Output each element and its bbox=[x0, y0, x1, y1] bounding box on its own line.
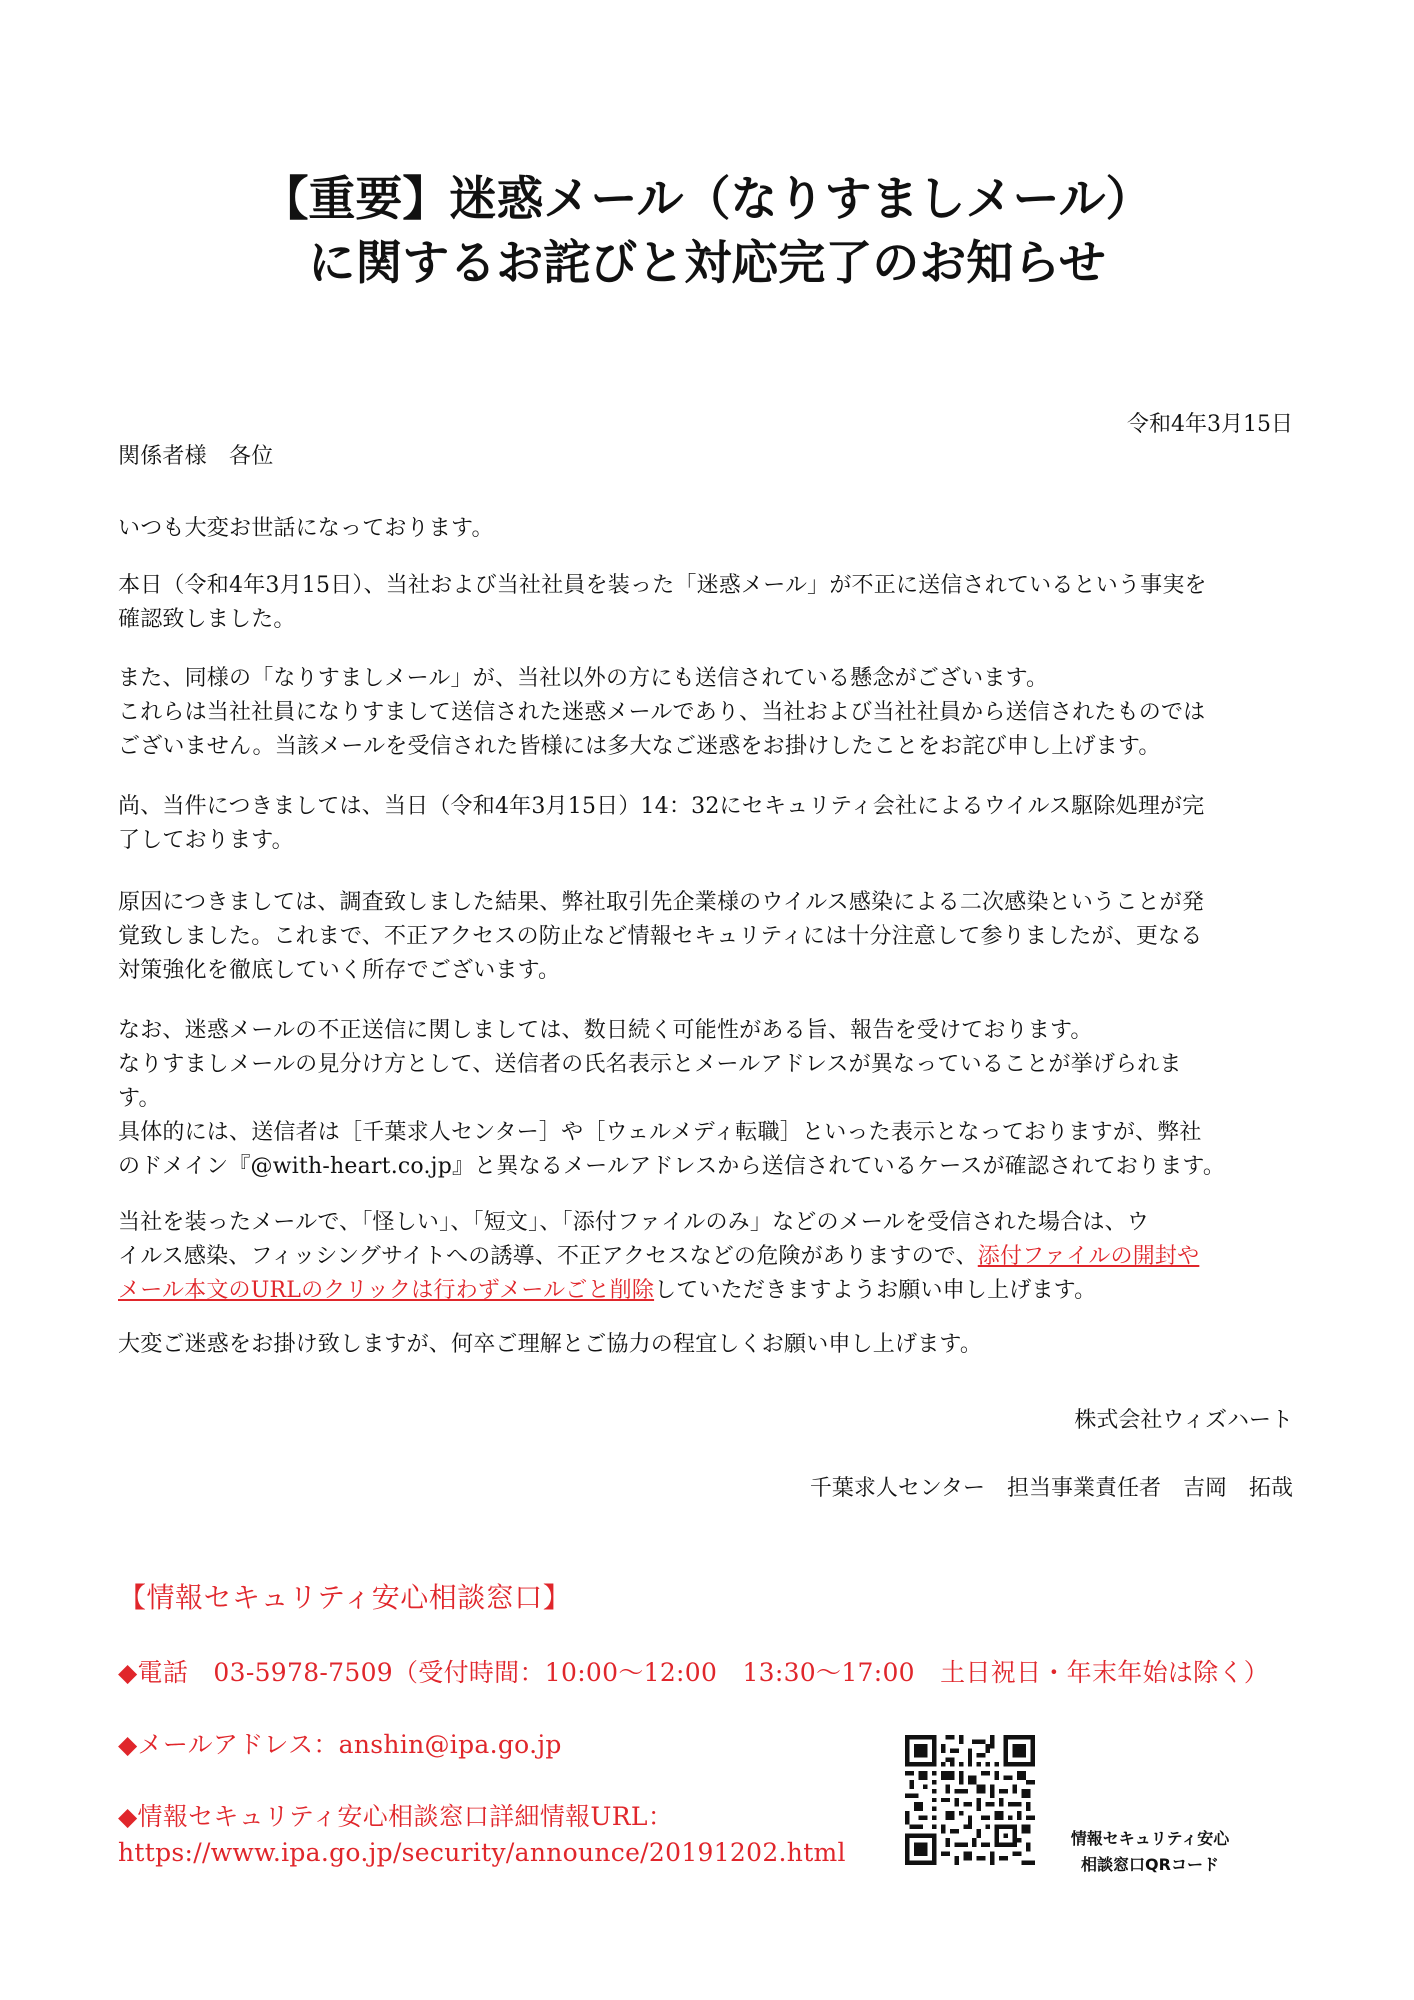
title-line-2: に関するお詫びと対応完了のお知らせ bbox=[308, 236, 1106, 291]
paragraph-line: 当社を装ったメールで、「怪しい」、「短文」、「添付ファイルのみ」などのメールを受信された場合は、ウ bbox=[118, 1210, 1150, 1235]
qr-caption bbox=[1050, 1826, 1250, 1878]
paragraph-6 bbox=[118, 1206, 1302, 1308]
paragraph-line: 本日（令和4年3月15日）、当社および当社社員を装った「迷惑メール」が不正に送信されているという事実を bbox=[118, 573, 1207, 598]
paragraph-line: 大変ご迷惑をお掛け致しますが、何卒ご理解とご協力の程宜しくお願い申し上げます。 bbox=[118, 1332, 983, 1357]
paragraph-line: 尚、当件につきましては、当日（令和4年3月15日）14：32にセキュリティ会社によるウイルス駆除処理が完 bbox=[118, 794, 1205, 819]
paragraph-line bbox=[118, 1240, 1302, 1274]
paragraph-3 bbox=[118, 790, 1302, 858]
paragraph-line: なお、迷惑メールの不正送信に関しましては、数日続く可能性がある旨、報告を受けております。 bbox=[118, 1018, 1093, 1043]
paragraph-4 bbox=[118, 886, 1302, 988]
paragraph-line: ございません。当該メールを受信された皆様には多大なご迷惑をお掛けしたことをお詫び申し上げます。 bbox=[118, 734, 1161, 759]
greeting-text: いつも大変お世話になっております。 bbox=[118, 516, 494, 541]
paragraph-segment: していただきますようお願い申し上げます。 bbox=[654, 1278, 1097, 1303]
paragraph-line: す。 bbox=[118, 1086, 161, 1111]
paragraph-segment: イルス感染、フィッシングサイトへの誘導、不正アクセスなどの危険がありますので、 bbox=[118, 1244, 978, 1269]
greeting bbox=[118, 512, 1302, 546]
paragraph-line: のドメイン『@with-heart.co.jp』と異なるメールアドレスから送信されているケースが確認されております。 bbox=[118, 1154, 1226, 1179]
title-line-1: 【重要】迷惑メール（なりすましメール） bbox=[261, 172, 1153, 227]
company-name: 株式会社ウィズハート bbox=[1074, 1408, 1293, 1433]
page-title bbox=[0, 168, 1414, 296]
addressee bbox=[118, 440, 1302, 474]
paragraph-line: なりすましメールの見分け方として、送信者の氏名表示とメールアドレスが異なっていることが挙げられま bbox=[118, 1052, 1182, 1077]
paragraph-line: また、同様の「なりすましメール」が、当社以外の方にも送信されている懸念がございます。 bbox=[118, 666, 1049, 691]
qr-caption-line-2: 相談窓口QRコード bbox=[1081, 1855, 1219, 1874]
security-contact-email: ◆メールアドレス：anshin@ipa.go.jp bbox=[118, 1730, 562, 1759]
paragraph-line: 具体的には、送信者は［千葉求人センター］や［ウェルメディ転職］といった表示となっておりますが、弊社 bbox=[118, 1120, 1202, 1145]
paragraph-line: 原因につきましては、調査致しました結果、弊社取引先企業様のウイルス感染による二次感染ということが発 bbox=[118, 890, 1205, 915]
paragraph-line: これらは当社社員になりすまして送信された迷惑メールであり、当社および当社社員から送信されたものでは bbox=[118, 700, 1206, 725]
paragraph-line: 対策強化を徹底していく所存でございます。 bbox=[118, 958, 561, 983]
paragraph-line: 確認致しました。 bbox=[118, 607, 296, 632]
paragraph-line: 了しております。 bbox=[118, 828, 294, 853]
addressee-text: 関係者様 各位 bbox=[118, 444, 274, 469]
qr-caption-line-1: 情報セキュリティ安心 bbox=[1070, 1829, 1230, 1848]
paragraph-line bbox=[118, 1274, 1302, 1308]
issue-date: 令和4年3月15日 bbox=[1127, 412, 1293, 437]
paragraph-2 bbox=[118, 662, 1302, 764]
warning-highlight: メール本文のURLのクリックは行わずメールごと削除 bbox=[118, 1278, 655, 1303]
security-contact-heading: 【情報セキュリティ安心相談窓口】 bbox=[118, 1581, 572, 1614]
paragraph-5 bbox=[118, 1014, 1302, 1184]
qr-code-icon bbox=[905, 1735, 1035, 1865]
security-contact-phone: ◆電話 03-5978-7509（受付時間：10:00～12:00 13:30～17:00 土日祝日・年末年始は除く） bbox=[118, 1658, 1270, 1687]
warning-highlight: 添付ファイルの開封や bbox=[977, 1244, 1200, 1269]
security-contact-url: https://www.ipa.go.jp/security/announce/20191202.html bbox=[118, 1838, 846, 1867]
paragraph-1 bbox=[118, 569, 1302, 637]
paragraph-7 bbox=[118, 1328, 1302, 1362]
responsible-person: 千葉求人センター 担当事業責任者 吉岡 拓哉 bbox=[809, 1476, 1293, 1501]
security-contact-url-label: ◆情報セキュリティ安心相談窓口詳細情報URL： bbox=[118, 1802, 674, 1831]
paragraph-line: 覚致しました。これまで、不正アクセスの防止など情報セキュリティには十分注意して参りましたが、更なる bbox=[118, 924, 1203, 949]
